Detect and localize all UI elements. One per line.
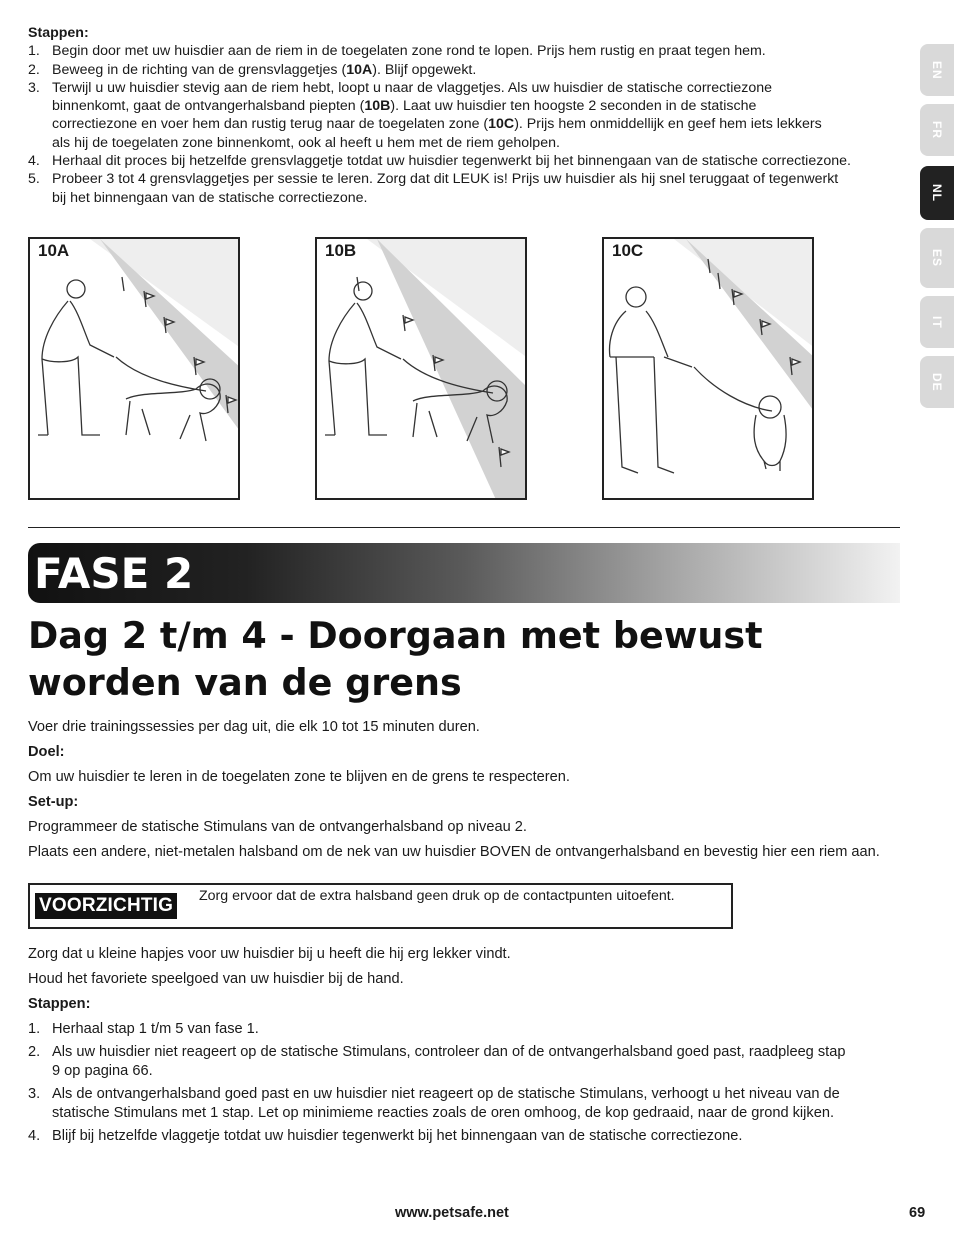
step-text: bij het binnengaan van de statische correctiezone. [52,189,368,206]
figure-illustration [30,239,240,500]
step-text: binnenkomt, gaat de ontvangerhalsband piepten ( [52,98,365,115]
tab-label: DE [930,372,944,392]
list-item [28,152,908,170]
figure-illustration [604,239,814,500]
step-number: 5. [28,171,40,188]
list-item [28,61,908,79]
steps-heading: Stappen: [28,25,89,41]
after-section [28,945,908,1146]
goal-text: Om uw huisdier te leren in de toegelaten zone te blijven en de grens te respecteren. [28,769,570,785]
step-number: 2. [28,1044,41,1060]
step-text: Herhaal stap 1 t/m 5 van fase 1. [52,1021,259,1037]
setup-text: Programmeer de statische Stimulans van de ontvangerhalsband op niveau 2. [28,819,527,835]
tab-nl[interactable] [920,166,954,220]
phase-title: FASE 2 [34,549,194,598]
step-text: 9 op pagina 66. [52,1063,153,1079]
caution-text: Zorg ervoor dat de extra halsband geen druk op de contactpunten uitoefent. [199,888,675,904]
tab-es[interactable] [920,228,954,288]
step-number: 2. [28,61,40,78]
intro-section [28,718,908,862]
step-text: ). Laat uw huisdier ten hoogste 2 seconden in de statische [390,98,757,115]
tab-label: NL [930,184,944,202]
figure-label: 10A [38,241,70,260]
figure-illustration [317,239,527,500]
page-title [28,612,908,706]
intro-text: Voer drie trainingssessies per dag uit, die elk 10 tot 15 minuten duren. [28,719,480,735]
figure-label: 10C [612,241,644,260]
step-text: statische Stimulans met 1 stap. Let op minimieme reacties zoals de oren omhoog, de kop gedraaid, naar de grond kijken. [52,1105,835,1121]
step-text: Begin door met uw huisdier aan de riem in de toegelaten zone rond te lopen. Prijs hem rustig en praat tegen hem. [52,43,766,60]
title-line: Dag 2 t/m 4 - Doorgaan met bewust [28,614,763,657]
step-text: Als de ontvangerhalsband goed past en uw huisdier niet reageert op de statische Stimulans, verhoogt u het niveau van de [52,1086,840,1102]
tab-label: FR [930,121,944,139]
caution-box [28,883,733,929]
tab-label: EN [930,60,944,80]
tab-de[interactable] [920,356,954,408]
figure-ref: 10C [488,116,515,133]
list-item [28,1043,908,1081]
list-item [28,42,908,60]
step-text: ). Prijs hem onmiddellijk en geef hem iets lekkers [514,116,822,133]
section-divider [28,527,900,528]
step-text: als hij de toegelaten zone binnenkomt, ook al heeft u hem met de riem geholpen. [52,134,560,151]
step-text: Herhaal dit proces bij hetzelfde grensvlaggetje totdat uw huisdier tegenwerkt bij het binnengaan van de statische correctiezone. [52,153,851,170]
list-item [28,1020,908,1039]
figure-10c [602,237,814,500]
top-steps-section [28,24,908,207]
step-text: Blijf bij hetzelfde vlaggetje totdat uw huisdier tegenwerkt bij het binnengaan van de statische correctiezone. [52,1128,743,1144]
body-text: Zorg dat u kleine hapjes voor uw huisdier bij u heeft die hij erg lekker vindt. [28,946,511,962]
tab-label: ES [930,248,944,267]
list-item [28,1127,908,1146]
step-number: 1. [28,43,40,60]
caution-badge: VOORZICHTIG [35,893,177,919]
step-number: 4. [28,1128,41,1144]
page-number: 69 [909,1205,926,1221]
steps-list [28,42,908,207]
step-number: 4. [28,153,40,170]
body-text: Houd het favoriete speelgoed van uw huisdier bij de hand. [28,971,404,987]
step-number: 3. [28,1086,41,1102]
figure-ref: 10B [364,98,391,115]
title-line: worden van de grens [28,661,462,704]
list-item [28,170,908,207]
setup-heading: Set-up: [28,794,79,810]
list-item [28,79,908,152]
step-text: Terwijl u uw huisdier stevig aan de riem hebt, loopt u naar de vlaggetjes. Als uw huisdier de statische correctiezone [52,79,773,96]
step-text: Als uw huisdier niet reageert op de statische Stimulans, controleer dan of de ontvangerhalsband goed past, raadpleeg stap [52,1044,846,1060]
tab-it[interactable] [920,296,954,348]
step-text: Beweeg in de richting van de grensvlaggetjes ( [52,61,347,78]
figure-ref: 10A [346,61,373,78]
step-number: 1. [28,1021,41,1037]
steps-heading: Stappen: [28,996,91,1012]
setup-text: Plaats een andere, niet-metalen halsband om de nek van uw huisdier BOVEN de ontvangerhalsband en bevestig hier een riem aan. [28,844,880,860]
figure-10b [315,237,527,500]
list-item [28,1085,908,1123]
footer-url[interactable]: www.petsafe.net [395,1205,509,1221]
tab-fr[interactable] [920,104,954,156]
tab-en[interactable] [920,44,954,96]
step-text: Probeer 3 tot 4 grensvlaggetjes per sessie te leren. Zorg dat dit LEUK is! Prijs uw huisdier als hij snel teruggaat of tegenwerkt [52,171,839,188]
figure-label: 10B [325,241,357,260]
figure-10a [28,237,240,500]
step-text: correctiezone en voer hem dan rustig terug naar de toegelaten zone ( [52,116,489,133]
step-text: ). Blijf opgewekt. [372,61,477,78]
steps-list [28,1020,908,1146]
tab-label: IT [930,315,944,329]
phase-banner [28,543,900,603]
goal-heading: Doel: [28,744,65,760]
step-number: 3. [28,79,40,96]
